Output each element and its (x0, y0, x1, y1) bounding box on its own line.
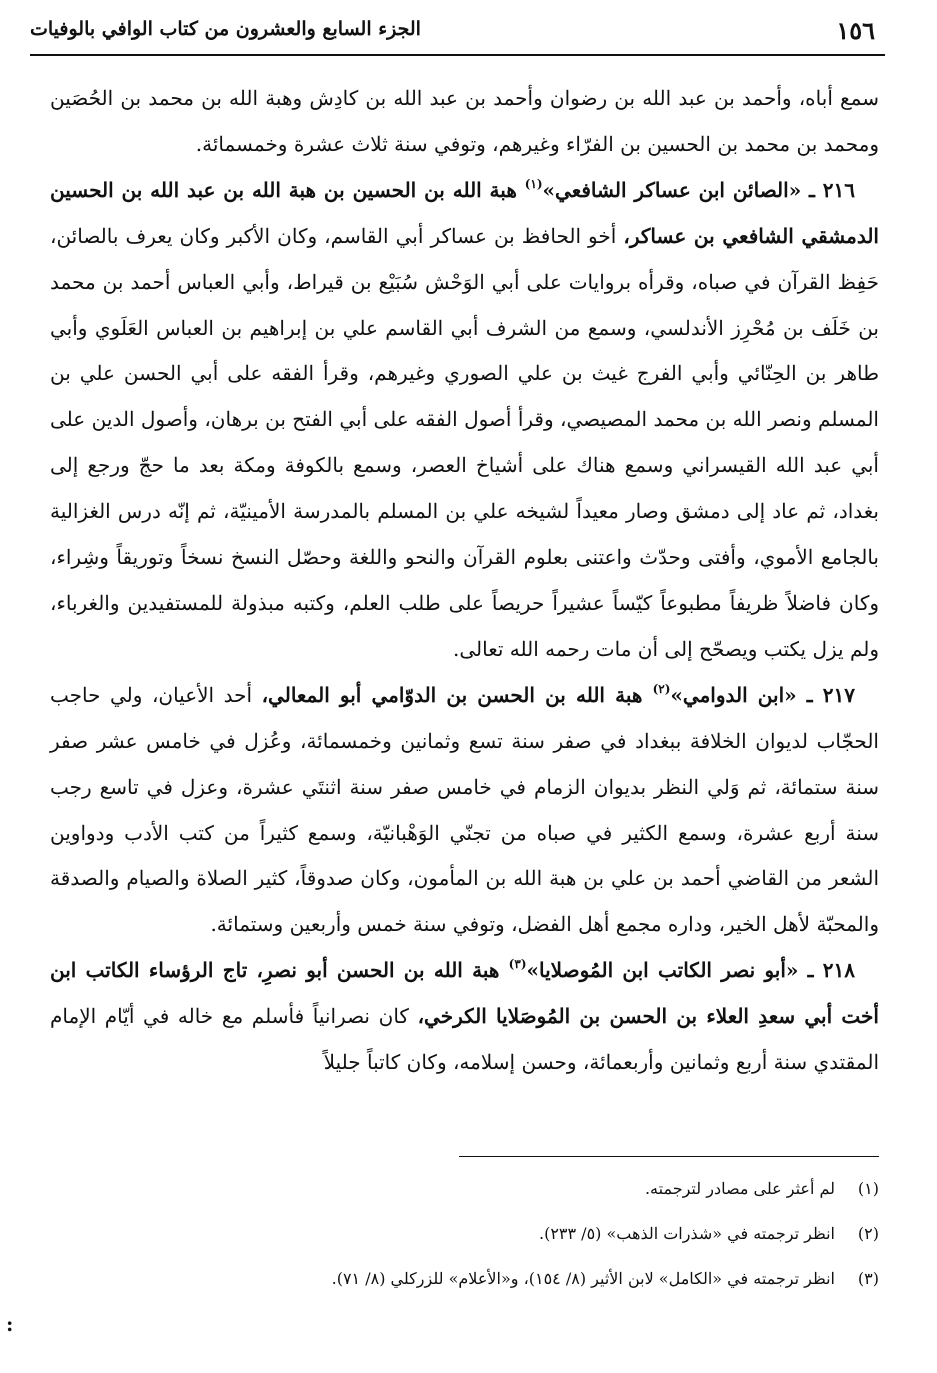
footnote-number: (٢) (857, 1224, 879, 1243)
page-number: ١٥٦ (836, 16, 875, 45)
entry-217 (50, 673, 879, 948)
paragraph-text: كان نصرانياً فأسلم مع خاله في أيّام الإمام المقتدي سنة أربع وثمانين وأربعمائة، وحسن إسلامه، وكان كاتباً جليلاً (50, 1004, 879, 1075)
footnote-number: (١) (857, 1179, 879, 1198)
entry-218 (50, 948, 879, 1086)
footnote-text: انظر ترجمته في «شذرات الذهب» (٥/ ٢٣٣). (538, 1224, 835, 1243)
entry-heading: ٢١٦ ـ «الصائن ابن عساكر الشافعي» (542, 177, 855, 202)
main-text (50, 76, 879, 1086)
footnotes (50, 1166, 879, 1301)
entry-heading: ٢١٧ ـ «ابن الدوامي» (670, 682, 856, 707)
running-title: الجزء السابع والعشرون من كتاب الوافي بالوفيات (30, 18, 421, 40)
entry-name: هبة الله بن الحسين بن هبة الله بن عبد الله بن الحسين الدمشقي الشافعي بن عساكر، (50, 177, 879, 248)
footnote-text: لم أعثر على مصادر لترجمته. (644, 1179, 835, 1198)
footnote-2 (50, 1211, 879, 1256)
footnote-ref: (١) (524, 176, 543, 191)
entry-name: هبة الله بن الحسن بن الدوّامي أبو المعالي، (261, 682, 653, 707)
paragraph-text: أخو الحافظ بن عساكر أبي القاسم، وكان الأكبر وكان يعرف بالصائن، حَفِظ القرآن في صباه، وقرأه بروايات على أبي الوَحْش سُبَيْع بن قيراط، وأبي العباس أحمد بن محمد بن خَلَف بن مُحْرِز الأندلسي، وسمع من الشرف أبي القاسم علي بن إبراهيم بن العباس العَلَوي وأبي طاهر بن الحِنّائي وأبي الفرج غيث بن علي الصوري وغيرهم، وقرأ الفقه على أبي الحسن علي بن المسلم ونصر الله بن محمد المصيصي، وقرأ أصول الفقه على أبي الفتح بن برهان، وأصول الدين على أبي عبد الله القيسراني وسمع هناك على أشياخ العصر، وسمع بالكوفة ومكة بعد ما حجّ ورجع إلى بغداد، ثم عاد إلى دمشق وصار معيداً لشيخه علي بن المسلم بالمدرسة الأمينيّة، ثم إنّه درس الغزالية بالجامع الأموي، وأفتى وحدّث واعتنى بعلوم القرآن والنحو واللغة وحصّل النسخ نسخاً وتوريقاً وشِراء، وكان فاضلاً ظريفاً مطبوعاً كيّساً عشيراً حريصاً على طلب العلم، وكتبه مبذولة للمستفيدين والغرباء، ولم يزل يكتب ويصحّح إلى أن مات رحمه الله تعالى. (50, 223, 879, 661)
footnote-ref: (٣) (508, 957, 527, 972)
entry-name: هبة الله بن الحسن أبو نصرِ، تاج الرؤساء الكاتب ابن أخت أبي سعدِ العلاء بن الحسن بن المُوصَلايا الكرخي، (50, 958, 879, 1029)
entry-216 (50, 168, 879, 673)
margin-mark: : (6, 1312, 14, 1336)
continuation-paragraph (50, 76, 879, 168)
footnote-ref: (٢) (652, 681, 671, 696)
footnote-text: انظر ترجمته في «الكامل» لابن الأثير (٨/ ١٥٤)، و«الأعلام» للزركلي (٨/ ٧١). (331, 1269, 835, 1288)
page-header (30, 12, 885, 56)
paragraph-text: سمع أباه، وأحمد بن عبد الله بن رضوان وأحمد بن عبد الله بن كادِش وهبة الله بن محمد بن الحُصَين ومحمد بن محمد بن الحسين بن الفرّاء وغيرهم، وتوفي سنة ثلاث عشرة وخمسمائة. (50, 86, 879, 156)
entry-heading: ٢١٨ ـ «أبو نصر الكاتب ابن المُوصلايا» (526, 958, 856, 983)
footnote-3 (50, 1256, 879, 1301)
footnote-number: (٣) (857, 1269, 879, 1288)
footnote-divider (459, 1156, 879, 1157)
footnote-1 (50, 1166, 879, 1211)
paragraph-text: أحد الأعيان، ولي حاجب الحجّاب لديوان الخلافة ببغداد في صفر سنة تسع وثمانين وخمسمائة، وعُزل في خامس عشر صفر سنة ستمائة، ثم وَلي النظر بديوان الزمام في خامس صفر سنة اثنتَي عشرة، وعزل في تاسع رجب سنة أربع عشرة، وسمع الكثير في صباه من تجنّي الوَهْبانيّة، وسمع كثيراً من كتب الأدب ودواوين الشعر من القاضي أحمد بن علي بن هبة الله بن المأمون، وكان صدوقاً، كثير الصلاة والصيام والصدقة والمحبّة لأهل الخير، وداره مجمع أهل الفضل، وتوفي سنة خمس وأربعين وستمائة. (50, 682, 879, 937)
